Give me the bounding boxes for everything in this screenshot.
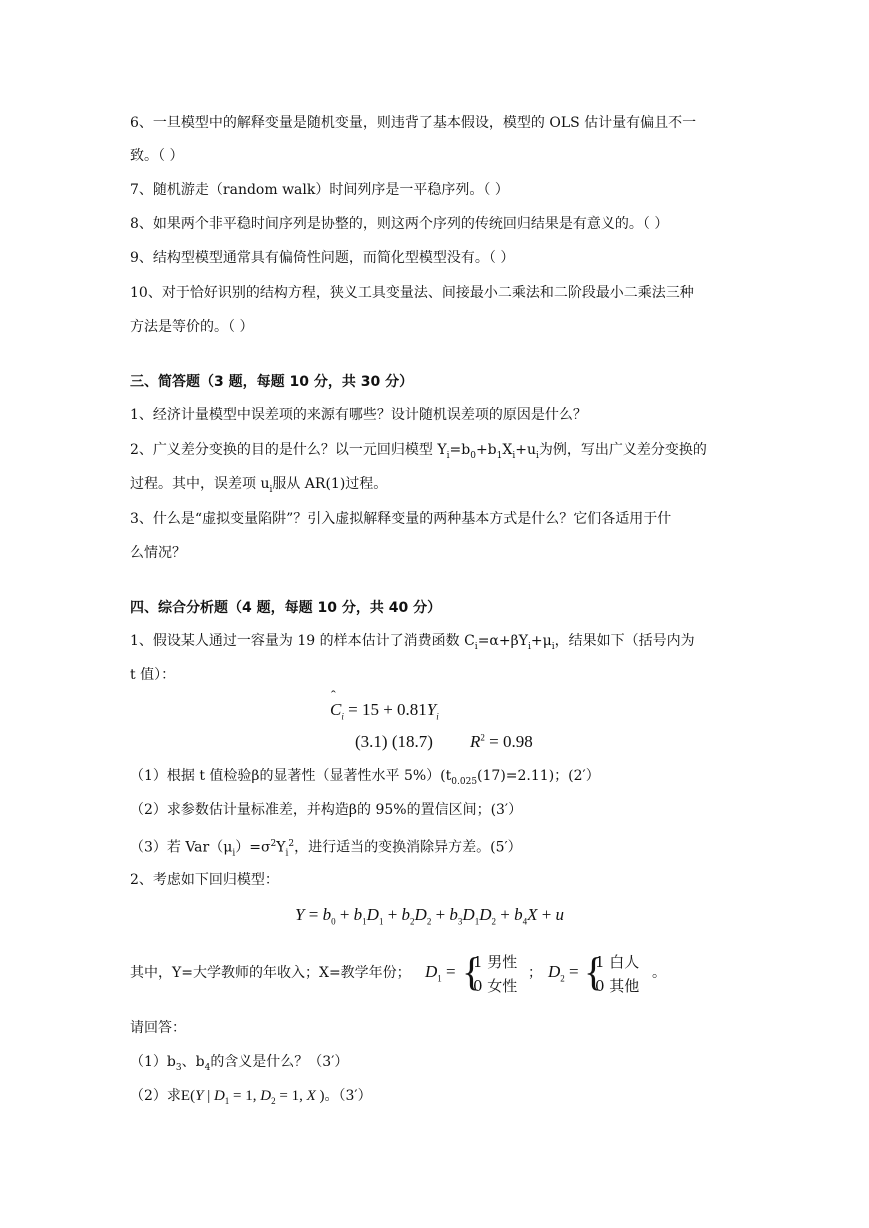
d1-case-female: 0 女性 bbox=[473, 977, 518, 995]
question-10-line-2: 方法是等价的。（ ） bbox=[130, 319, 254, 335]
s4-q1-subquestion-3: （3）若 $Var(\mu_i)=\sigma^2Y_i^2$，进行适当的变换消除异方差。(5′） bbox=[130, 839, 522, 859]
t-values: (3.1) (18.7) bbox=[355, 732, 433, 751]
s4-question-1-line-2: t 值）： bbox=[130, 667, 176, 683]
question-9: 9、结构型模型通常具有偏倚性问题，而简化型模型没有。（ ） bbox=[130, 250, 515, 266]
question-6-line-2: 致。（ ） bbox=[130, 148, 184, 164]
question-8: 8、如果两个非平稳时间序列是协整的，则这两个序列的传统回归结果是有意义的。（ ） bbox=[130, 216, 669, 232]
r-squared: $R^2 = 0.98$ bbox=[470, 732, 533, 751]
section-4-title: 四、综合分析题（4 题，每题 10 分，共 40 分） bbox=[130, 600, 442, 616]
d2-symbol: $D_2$ = bbox=[548, 962, 579, 984]
d1-symbol: $D_1$ = bbox=[425, 962, 456, 984]
s4-question-1-line-1: 1、假设某人通过一容量为 19 的样本估计了消费函数 $C_i=\alpha+\beta Y_i+\mu_i$，结果如下（括号内为 bbox=[130, 633, 695, 652]
d1-case-male: 1 男性 bbox=[473, 953, 518, 971]
section-3-title: 三、简答题（3 题，每题 10 分，共 30 分） bbox=[130, 374, 414, 390]
question-10-line-1: 10、对于恰好识别的结构方程，狭义工具变量法、间接最小二乘法和二阶段最小二乘法三种 bbox=[130, 285, 694, 301]
s4-q1-subquestion-2: （2）求参数估计量标准差，并构造β的 95%的置信区间；(3′） bbox=[130, 802, 523, 818]
semicolon: ； bbox=[528, 965, 542, 981]
s3-question-3-line-2: 么情况？ bbox=[130, 545, 186, 561]
s4-q1-subquestion-1: （1）根据 t 值检验β的显著性（显著性水平 $5\%)(t_{0.025}(17)=2.11)$；(2′） bbox=[130, 768, 600, 787]
s4-question-2-title: 2、考虑如下回归模型： bbox=[130, 872, 279, 888]
dummy-regression-equation: $Y = b_0 + b_1D_1 + b_2D_2 + b_3D_1D_2 + b_4X + u$ bbox=[295, 905, 565, 927]
variable-definitions: 其中，Y=大学教师的年收入；X=教学年份； bbox=[130, 965, 411, 981]
s4-q2-subquestion-1: $(1)b_3$、$b_4$的含义是什么？（3′） bbox=[130, 1054, 349, 1073]
question-7: 7、随机游走（random walk）时间列序是一平稳序列。（ ） bbox=[130, 182, 509, 198]
d2-case-other: 0 其他 bbox=[595, 977, 640, 995]
s4-q2-subquestion-2: （2）求E(Y | $D_1 = 1$, $D_2 = 1$, X )。（3′） bbox=[130, 1088, 372, 1106]
s3-question-3-line-1: 3、什么是“虚拟变量陷阱”？引入虚拟解释变量的两种基本方式是什么？它们各适用于什 bbox=[130, 511, 672, 527]
s3-question-1: 1、经济计量模型中误差项的来源有哪些？设计随机误差项的原因是什么？ bbox=[130, 407, 587, 423]
s3-question-2-line-1: 2、广义差分变换的目的是什么？以一元回归模型 $Y_i=b_0+b_1X_i+u_i$为例，写出广义差分变换的 bbox=[130, 442, 707, 461]
please-answer: 请回答： bbox=[130, 1020, 186, 1036]
d1-brace: { bbox=[462, 949, 482, 994]
s3-question-2-line-2: 过程。其中，误差项 $u_i$服从 AR(1)过程。 bbox=[130, 476, 388, 495]
d2-case-white: 1 白人 bbox=[595, 953, 640, 971]
question-6-line-1: 6、一旦模型中的解释变量是随机变量，则违背了基本假设，模型的 OLS 估计量有偏且不一 bbox=[130, 115, 697, 131]
d2-brace: { bbox=[584, 949, 604, 994]
regression-equation: C ˆ $_i = 15 + 0.81Y_i$ bbox=[330, 689, 439, 722]
period: 。 bbox=[652, 965, 666, 981]
